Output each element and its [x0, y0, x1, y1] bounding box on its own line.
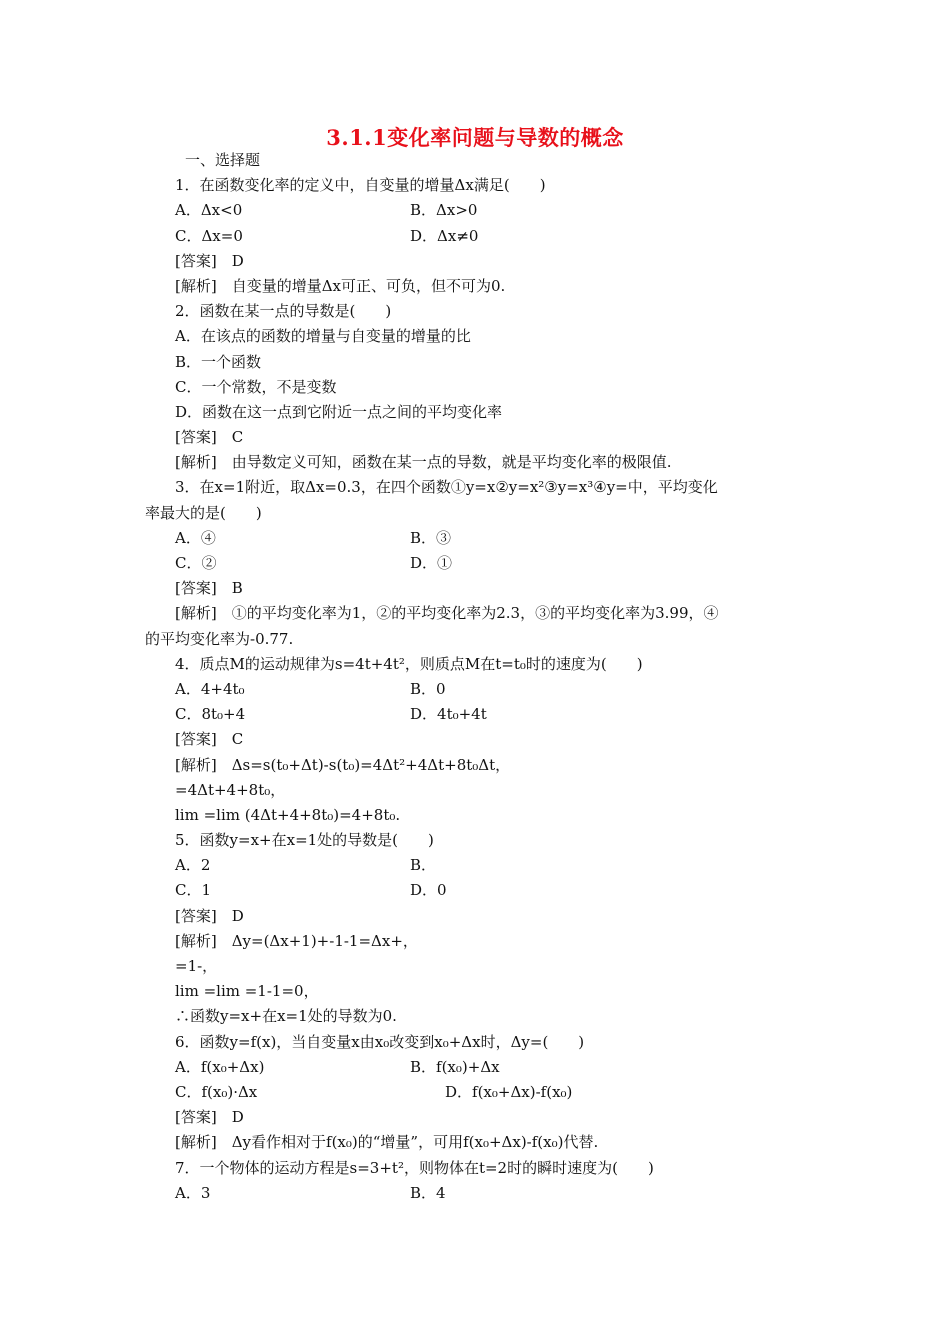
option-d: D．f(x₀+Δx)-f(x₀)	[445, 1082, 573, 1101]
option-b: B．一个函数	[175, 352, 262, 371]
option-b: B．③	[410, 528, 452, 547]
question-6-stem: 6．函数y=f(x)，当自变量x由x₀改变到x₀+Δx时，Δy=( )	[175, 1032, 585, 1051]
question-1-options-ab	[145, 198, 815, 223]
analysis-step: =1-，	[175, 957, 218, 975]
analysis-step: lim =lim (4Δt+4+8t₀)=4+8t₀.	[175, 805, 401, 824]
option-b: B．4	[410, 1183, 446, 1202]
question-1-options-cd	[145, 224, 815, 249]
option-a: A．3	[175, 1183, 211, 1202]
option-d: D．4t₀+4t	[410, 705, 487, 724]
option-d: D．Δx≠0	[410, 226, 479, 245]
question-6-options-cd	[145, 1080, 815, 1105]
analysis-step: ∴函数y=x+在x=1处的导数为0.	[175, 1007, 397, 1026]
question-5-options-cd	[145, 878, 815, 903]
option-c: C．1	[175, 881, 212, 900]
page-title: 3.1.1变化率问题与导数的概念	[326, 125, 624, 150]
option-a: A．2	[175, 856, 211, 875]
option-b: B．Δx>0	[410, 201, 478, 220]
option-a: A．Δx<0	[175, 201, 243, 220]
answer: [答案] D	[175, 1108, 244, 1127]
option-a: A．f(x₀+Δx)	[175, 1057, 265, 1076]
answer: [答案] D	[175, 251, 244, 270]
question-2-stem: 2．函数在某一点的导数是( )	[175, 302, 392, 321]
analysis-step: lim =lim =1-1=0，	[175, 982, 319, 1001]
option-d: D．函数在这一点到它附近一点之间的平均变化率	[175, 402, 503, 421]
analysis-cont: 的平均变化率为-0.77.	[145, 629, 294, 648]
option-d: D．①	[410, 554, 453, 572]
analysis: [解析] ①的平均变化率为1，②的平均变化率为2.3，③的平均变化率为3.99，④	[175, 604, 719, 623]
option-a: A．④	[175, 528, 216, 547]
question-3-stem-cont: 率最大的是( )	[145, 503, 262, 522]
question-4-options-cd	[145, 702, 815, 727]
question-3-options-cd	[145, 551, 815, 576]
answer: [答案] D	[175, 906, 244, 925]
option-b: B．	[410, 856, 437, 875]
option-b: B．f(x₀)+Δx	[410, 1057, 500, 1076]
question-5-stem: 5．函数y=x+在x=1处的导数是( )	[175, 831, 434, 850]
question-7-stem: 7．一个物体的运动方程是s=3+t²，则物体在t=2时的瞬时速度为( )	[175, 1158, 654, 1177]
question-3-stem: 3．在x=1附近，取Δx=0.3，在四个函数①y=x②y=x²③y=x³④y=中，平均变化	[175, 478, 718, 497]
option-c: C．f(x₀)·Δx	[175, 1082, 258, 1101]
option-c: C．②	[175, 554, 217, 572]
option-a: A．在该点的函数的增量与自变量的增量的比	[175, 327, 471, 346]
analysis: [解析] Δy看作相对于f(x₀)的“增量”，可用f(x₀+Δx)-f(x₀)代替.	[175, 1133, 599, 1152]
analysis: [解析] Δs=s(t₀+Δt)-s(t₀)=4Δt²+4Δt+8t₀Δt，	[175, 755, 511, 774]
option-a: A．4+4t₀	[175, 679, 245, 698]
option-c: C．一个常数，不是变数	[175, 377, 337, 396]
analysis: [解析] Δy=(Δx+1)+-1-1=Δx+，	[175, 931, 418, 950]
answer: [答案] C	[175, 730, 244, 749]
analysis: [解析] 由导数定义可知，函数在某一点的导数，就是平均变化率的极限值.	[175, 453, 672, 472]
question-7-options-ab	[145, 1181, 815, 1206]
answer: [答案] C	[175, 428, 244, 447]
question-5-options-ab	[145, 853, 815, 878]
analysis: [解析] 自变量的增量Δx可正、可负，但不可为0.	[175, 276, 506, 295]
option-b: B．0	[410, 679, 446, 698]
question-4-stem: 4．质点M的运动规律为s=4t+4t²，则质点M在t=t₀时的速度为( )	[175, 654, 643, 673]
answer: [答案] B	[175, 579, 243, 598]
question-3-options-ab	[145, 526, 815, 551]
section-heading: 一、选择题	[185, 151, 261, 169]
option-d: D．0	[410, 881, 447, 900]
document-body	[145, 148, 815, 1206]
analysis-step: =4Δt+4+8t₀，	[175, 780, 286, 799]
option-c: C．Δx=0	[175, 226, 243, 245]
question-1-stem: 1．在函数变化率的定义中，自变量的增量Δx满足( )	[175, 176, 546, 195]
question-4-options-ab	[145, 677, 815, 702]
option-c: C．8t₀+4	[175, 705, 246, 724]
question-6-options-ab	[145, 1055, 815, 1080]
